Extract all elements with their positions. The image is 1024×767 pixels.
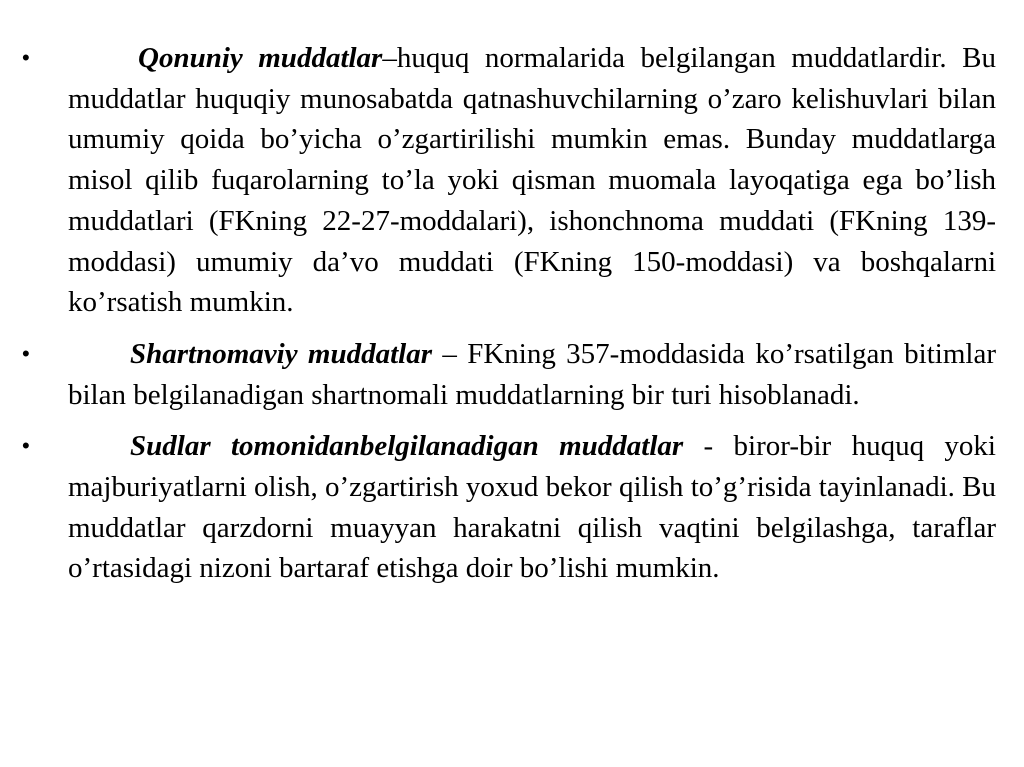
item-body: - biror-bir huquq yoki majburiyatlarni olish, o’zgartirish yoxud bekor qilish to’g’risida tayinlanadi. Bu muddatlar qarzdorni muayyan harakatni qilish vaqtini belgilashga, taraflar o’rtasidagi nizoni bartaraf etishga doir bo’lishi mumkin. — [68, 430, 996, 585]
item-text — [68, 38, 996, 323]
item-term: Sudlar tomonidanbelgilanadigan muddatlar — [130, 430, 684, 463]
item-text — [68, 426, 996, 589]
list-item — [22, 426, 996, 589]
list-item — [22, 334, 996, 415]
bullet-icon: • — [22, 340, 30, 366]
bullet-icon: • — [22, 45, 30, 70]
item-term: Shartnomaviy muddatlar — [130, 337, 433, 370]
item-term: Qonuniy muddatlar — [138, 42, 383, 74]
item-body: –huquq normalarida belgilangan muddatlardir. Bu muddatlar huquqiy munosabatda qatnashuvchilarning o’zaro kelishuvlari bilan umumiy qoida bo’yicha o’zgartirilishi mumkin emas. Bunday muddatlarga misol qilib fuqarolarning to’la yoki qisman muomala layoqatiga ega bo’lish muddatlari (FKning 22-27-moddalari), ishonchnoma muddati (FKning 139-moddasi) umumiy da’vo muddati (FKning 150-moddasi) va boshqalarni ko’rsatish mumkin. — [68, 42, 996, 319]
bullet-icon: • — [22, 433, 30, 459]
item-text — [68, 334, 996, 415]
bullet-list — [22, 38, 996, 600]
item-body: – FKning 357-moddasida ko’rsatilgan bitimlar bilan belgilanadigan shartnomali muddatlarning bir turi hisoblanadi. — [68, 337, 996, 411]
list-item — [22, 38, 996, 323]
